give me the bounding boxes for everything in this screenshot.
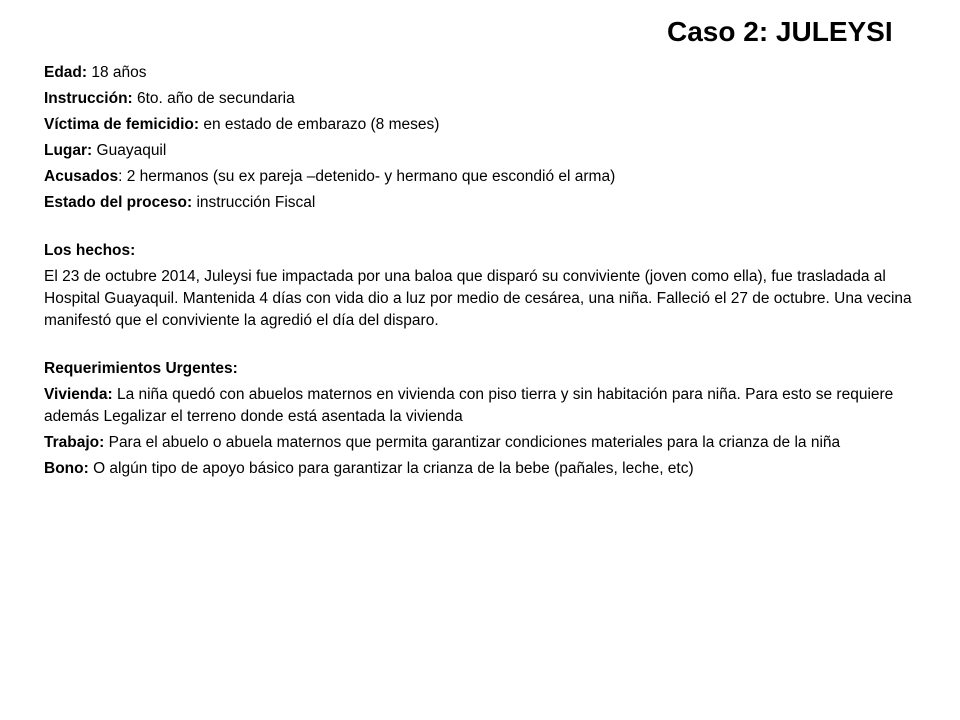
- trabajo-label: Trabajo:: [44, 434, 105, 451]
- spacer: [44, 336, 914, 358]
- victima-value: en estado de embarazo (8 meses): [199, 116, 440, 133]
- req-bono: [44, 458, 914, 480]
- slide-title: Caso 2: JULEYSI: [667, 16, 893, 47]
- edad-label: Edad:: [44, 64, 88, 81]
- acusados-label: Acusados: [44, 168, 119, 185]
- bono-value: O algún tipo de apoyo básico para garantizar la crianza de la bebe (pañales, leche, etc): [88, 460, 694, 477]
- profile-instruccion: [44, 88, 914, 110]
- victima-label: Víctima de femicidio:: [44, 116, 200, 133]
- vivienda-label: Vivienda:: [44, 386, 113, 403]
- profile-victima: [44, 114, 914, 136]
- hechos-heading: Los hechos:: [44, 242, 136, 259]
- acusados-value: : 2 hermanos (su ex pareja –detenido- y hermano que escondió el arma): [118, 168, 616, 185]
- estado-value: instrucción Fiscal: [192, 194, 316, 211]
- req-trabajo: [44, 432, 914, 454]
- requerimientos-heading: Requerimientos Urgentes:: [44, 360, 238, 377]
- vivienda-value: La niña quedó con abuelos maternos en vivienda con piso tierra y sin habitación para niña. Para esto se requiere además Legalizar el terreno donde está asentada la vivienda: [44, 386, 894, 425]
- profile-lugar: [44, 140, 914, 162]
- profile-edad: [44, 62, 914, 84]
- lugar-value: Guayaquil: [92, 142, 167, 159]
- edad-value: 18 años: [87, 64, 147, 81]
- bono-label: Bono:: [44, 460, 89, 477]
- hechos-text: El 23 de octubre 2014, Juleysi fue impactada por una baloa que disparó su conviviente (joven como ella), fue trasladada al Hospital Guayaquil. Mantenida 4 días con vida dio a luz por medio de cesárea, una niña. Falleció el 27 de octubre. Una vecina manifestó que el conviviente la agredió el día del disparo.: [44, 268, 912, 329]
- estado-label: Estado del proceso:: [44, 194, 193, 211]
- req-vivienda: [44, 384, 914, 428]
- instruccion-value: 6to. año de secundaria: [132, 90, 295, 107]
- trabajo-value: Para el abuelo o abuela maternos que permita garantizar condiciones materiales para la crianza de la niña: [104, 434, 841, 451]
- instruccion-label: Instrucción:: [44, 90, 133, 107]
- spacer: [44, 218, 914, 240]
- lugar-label: Lugar:: [44, 142, 93, 159]
- slide-content: [44, 62, 914, 484]
- profile-estado: [44, 192, 914, 214]
- profile-acusados: [44, 166, 914, 188]
